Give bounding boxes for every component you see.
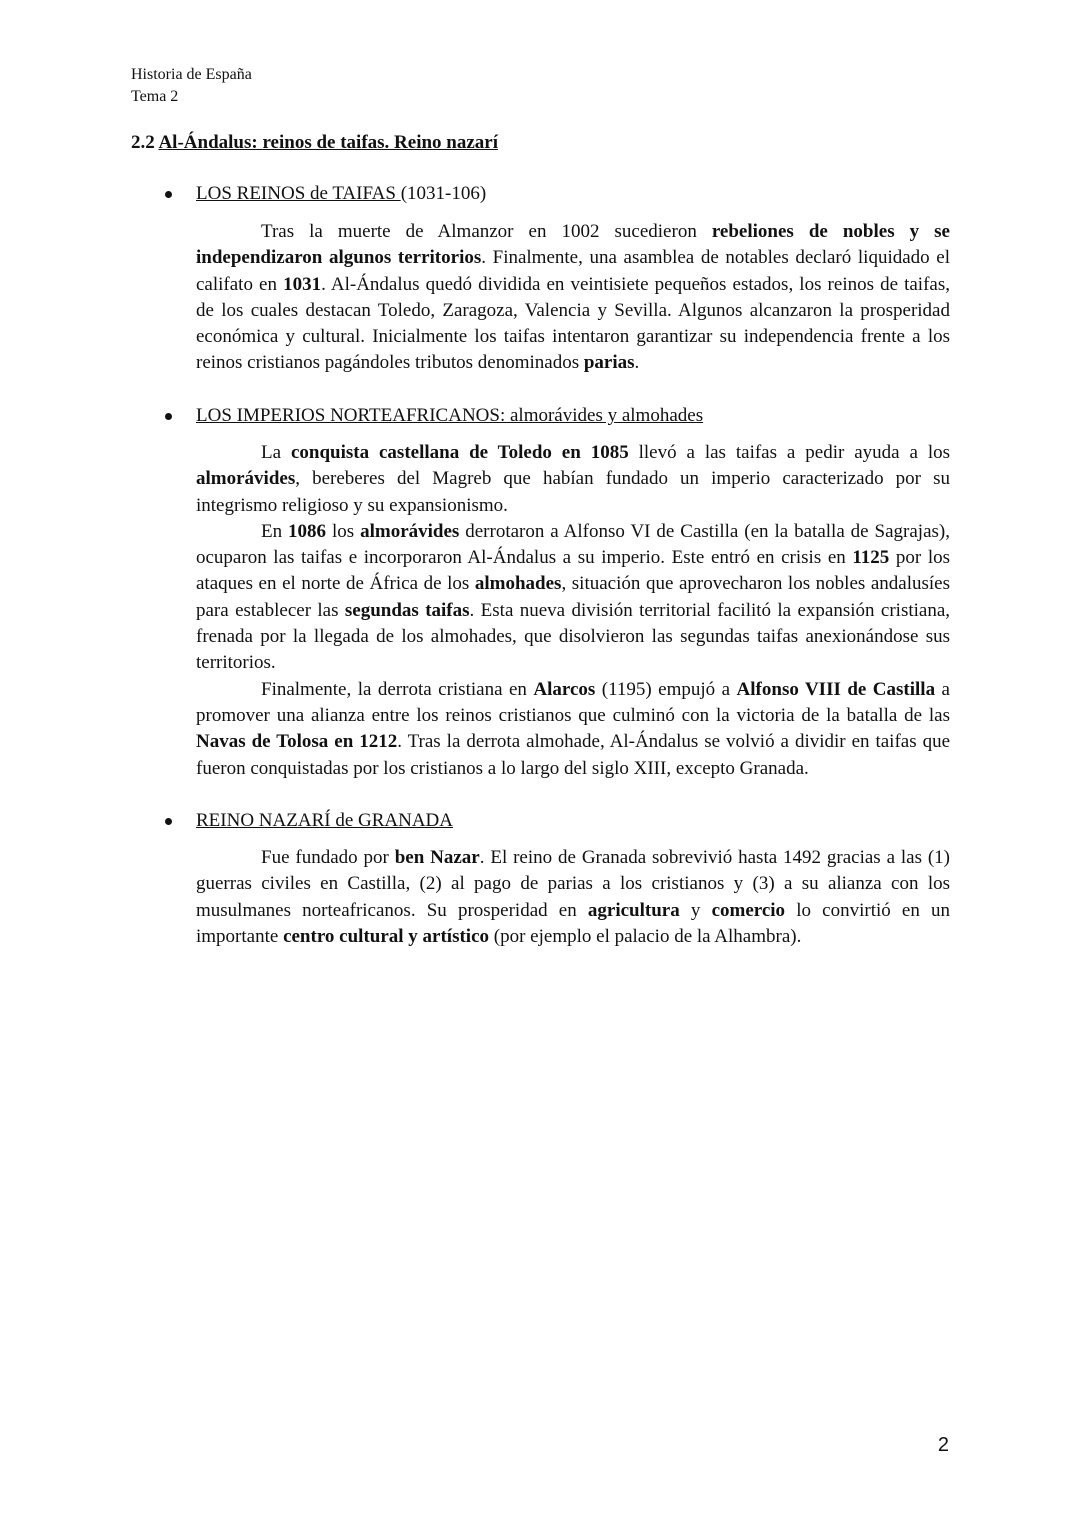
- bullet-dot-icon: [165, 818, 172, 825]
- header-topic: Tema 2: [131, 88, 179, 105]
- bullet-dot-icon: [165, 191, 172, 198]
- document-header: [131, 64, 252, 108]
- bullet-heading: [145, 182, 950, 206]
- paragraph: La conquista castellana de Toledo en 1085 llevó a las taifas a pedir ayuda a los almorávides, bereberes del Magreb que habían fundado un imperio caracterizado por su integrismo religioso y su expansionismo.: [196, 442, 950, 516]
- bullet-heading-underlined: LOS REINOS de TAIFAS: [196, 183, 401, 204]
- bullet-heading: [145, 404, 950, 428]
- paragraph: Fue fundado por ben Nazar. El reino de Granada sobrevivió hasta 1492 gracias a las (1) guerras civiles en Castilla, (2) al pago de parias a los cristianos y (3) a su alianza con los musulmanes norteafricanos. Su prosperidad en agricultura y comercio lo convirtió en un importante centro cultural y artístico (por ejemplo el palacio de la Alhambra).: [196, 847, 951, 947]
- bullet-heading-underlined: REINO NAZARÍ de GRANADA: [196, 810, 454, 831]
- paragraph: Tras la muerte de Almanzor en 1002 sucedieron rebeliones de nobles y se independizaron algunos territorios. Finalmente, una asamblea de notables declaró liquidado el califato en 1031. Al-Ándalus quedó dividida en veintisiete pequeños estados, los reinos de taifas, de los cuales destacan Toledo, Zaragoza, Valencia y Sevilla. Algunos alcanzaron la prosperidad económica y cultural. Inicialmente los taifas intentaron garantizar su independencia frente a los reinos cristianos pagándoles tributos denominados parias.: [196, 221, 950, 374]
- bullet-dot-icon: [165, 413, 172, 420]
- paragraph: En 1086 los almorávides derrotaron a Alfonso VI de Castilla (en la batalla de Sagrajas), ocuparon las taifas e incorporaron Al-Ándalus a su imperio. Este entró en crisis en 1125 por los ataques en el norte de África de los almohades, situación que aprovecharon los nobles andalusíes para establecer las segundas taifas. Esta nueva división territorial facilitó la expansión cristiana, frenada por la llegada de los almohades, que disolvieron las segundas taifas anexionándose sus territorios.: [196, 520, 951, 674]
- bullet-section-norteafricanos: [145, 404, 950, 782]
- section-number: 2.2: [131, 132, 155, 153]
- section-title-text: Al-Ándalus: reinos de taifas. Reino nazarí: [158, 132, 499, 153]
- bullet-section-nazari: [145, 809, 950, 950]
- bullet-body: [196, 219, 950, 377]
- bullet-heading-underlined: LOS IMPERIOS NORTEAFRICANOS: almorávides y almohades: [196, 405, 704, 426]
- header-subject: Historia de España: [131, 66, 252, 83]
- bullet-heading: [145, 809, 950, 833]
- bullet-body: [196, 440, 950, 782]
- section-title: [131, 131, 498, 155]
- paragraph: Finalmente, la derrota cristiana en Alarcos (1195) empujó a Alfonso VIII de Castilla a promover una alianza entre los reinos cristianos que culminó con la victoria de la batalla de las Navas de Tolosa en 1212. Tras la derrota almohade, Al-Ándalus se volvió a dividir en taifas que fueron conquistadas por los cristianos a lo largo del siglo XIII, excepto Granada.: [196, 678, 951, 779]
- bullet-heading-dates: (1031-106): [400, 183, 487, 204]
- page-number: 2: [937, 1434, 949, 1456]
- bullet-body: [196, 845, 950, 950]
- bullet-section-taifas: [145, 182, 950, 377]
